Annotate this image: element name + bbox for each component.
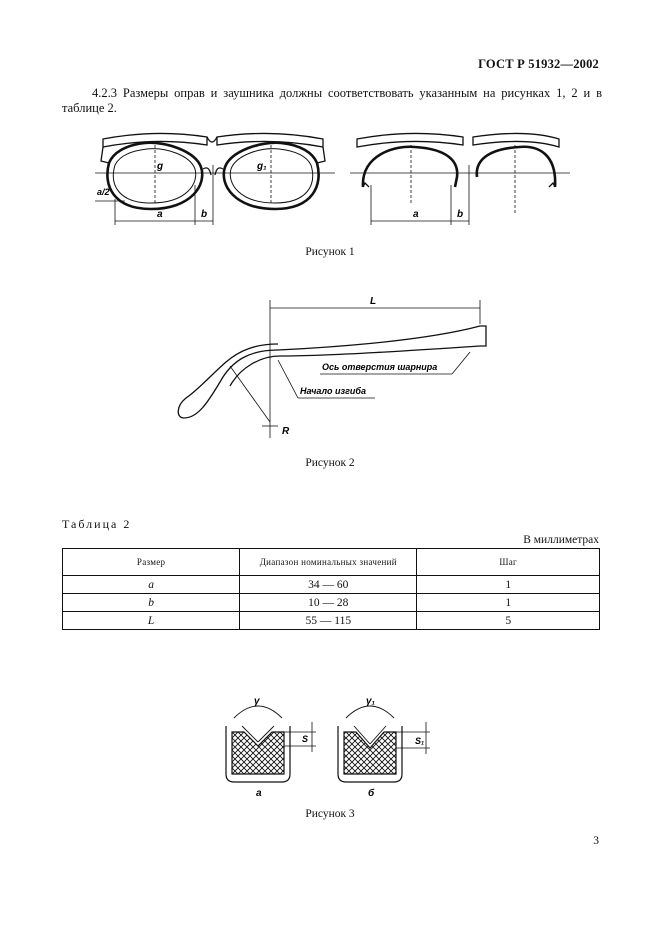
table-row <box>63 576 600 594</box>
page-number: 3 <box>593 835 599 847</box>
cell-size: a <box>63 576 240 594</box>
fig2-label-l: L <box>370 296 377 307</box>
table-header-row <box>63 549 600 576</box>
fig3-label-s1: S₁ <box>415 736 425 746</box>
fig1-label-g: g <box>157 161 164 172</box>
fig3-label-gamma: γ <box>254 696 260 707</box>
cell-size: b <box>63 594 240 612</box>
cell-step: 1 <box>417 576 600 594</box>
cell-step: 5 <box>417 612 600 630</box>
dimensions-table <box>62 548 600 630</box>
header-range: Диапазон номинальных значений <box>240 549 417 576</box>
figure-1-caption: Рисунок 1 <box>305 246 355 258</box>
fig2-label-axis: Ось отверстия шарнира <box>322 362 438 372</box>
fig1-label-b-right: b <box>457 209 464 220</box>
intro-paragraph: 4.2.3 Размеры оправ и заушника должны соответствовать указанным на рисунках 1, 2 и в таблице 2. <box>62 86 602 115</box>
figure-1-frames <box>95 125 575 235</box>
fig3-label-s: S <box>302 734 309 744</box>
table-unit: В миллиметрах <box>523 534 599 546</box>
cell-range: 10 — 28 <box>240 594 417 612</box>
table-caption: Таблица 2 <box>62 517 132 531</box>
cell-step: 1 <box>417 594 600 612</box>
header-step: Шаг <box>417 549 600 576</box>
cell-range: 34 — 60 <box>240 576 417 594</box>
figure-3-caption: Рисунок 3 <box>305 808 355 820</box>
fig1-label-b: b <box>201 209 208 220</box>
fig1-label-g1: g₁ <box>257 161 267 172</box>
fig2-label-bend-start: Начало изгиба <box>300 386 366 396</box>
standard-header: ГОСТ Р 51932—2002 <box>478 57 599 71</box>
table-row <box>63 594 600 612</box>
table-row <box>63 612 600 630</box>
fig1-label-a: a <box>157 209 163 220</box>
fig3-label-b: б <box>368 788 375 799</box>
figure-2-caption: Рисунок 2 <box>305 457 355 469</box>
cell-range: 55 — 115 <box>240 612 417 630</box>
figure-2-temple <box>170 290 500 445</box>
figure-3-grooves <box>220 690 445 800</box>
fig3-label-gamma1: γ₁ <box>366 696 376 707</box>
header-size: Размер <box>63 549 240 576</box>
fig1-label-a-half: a/2 <box>97 187 110 197</box>
fig3-label-a: а <box>256 788 262 799</box>
fig1-label-a-right: a <box>413 209 419 220</box>
fig2-label-r: R <box>282 426 290 437</box>
cell-size: L <box>63 612 240 630</box>
